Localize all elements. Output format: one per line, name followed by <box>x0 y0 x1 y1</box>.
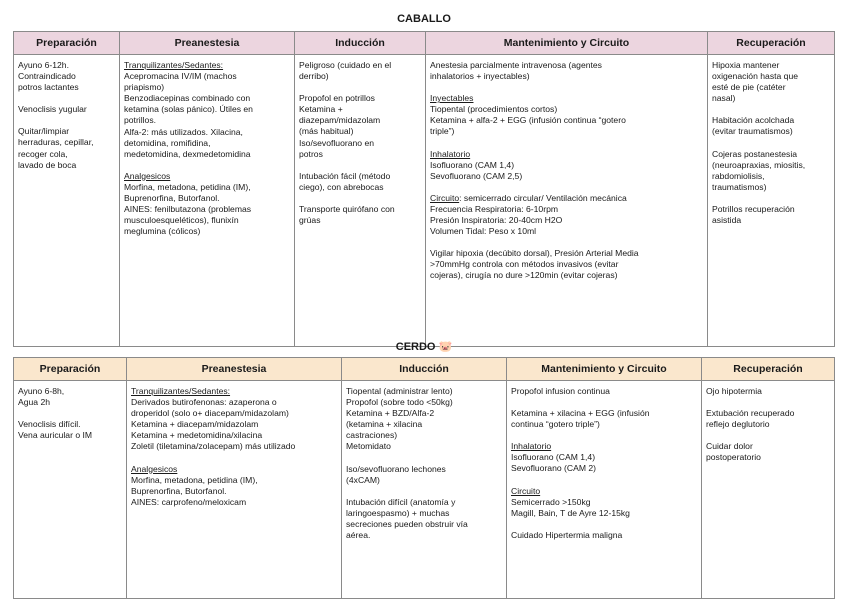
cell-line: aérea. <box>346 530 371 541</box>
cell-line: Iso/sevofluorano lechones <box>346 463 446 474</box>
cell-line: Semicerrado >150kg <box>511 496 591 507</box>
cell-line: secreciones pueden obstruir vía <box>346 518 468 529</box>
cell-line: Habitación acolchada <box>712 115 795 126</box>
cell-line: Buprenorfina, Butorfanol. <box>124 193 220 204</box>
cell-line: castraciones) <box>346 430 398 441</box>
cell-line: Tranquilizantes/Sedantes: <box>124 60 224 70</box>
cell-line: medetomidina, dexmedetomidina <box>124 148 251 159</box>
col-header-induccion: Inducción <box>342 358 507 381</box>
cell-preparacion <box>14 381 127 599</box>
cell-mantenimiento <box>426 55 708 347</box>
cell-line: potros <box>299 148 323 159</box>
cell-line: reflejo deglutorio <box>706 419 770 430</box>
cell-line: inhalatorios + inyectables) <box>430 71 530 82</box>
cell-line: Volumen Tidal: Peso x 10ml <box>430 226 537 237</box>
cell-line: Transporte quirófano con <box>299 203 395 214</box>
cell-line: (ketamina + xilacina <box>346 419 423 430</box>
cell-line: priapismo) <box>124 82 165 93</box>
cell-line: Anestesia parcialmente intravenosa (agentes <box>430 60 602 70</box>
cell-line: Alfa-2: más utilizados. Xilacina, <box>124 126 243 137</box>
cell-line: Morfina, metadona, petidina (IM), <box>124 181 251 192</box>
cell-line: asistida <box>712 215 742 226</box>
cell-line: triple”) <box>430 126 455 137</box>
section-title-caballo: CABALLO <box>397 13 451 25</box>
cell-line: Isofluorano (CAM 1,4) <box>430 159 515 170</box>
cell-line: Buprenorfina, Butorfanol. <box>131 485 227 496</box>
cell-line: droperidol (solo o+ diacepam/midazolam) <box>131 408 289 419</box>
cell-line: Venoclisis difícil. <box>18 419 81 430</box>
cell-line: musculoesqueléticos), flunixín <box>124 215 239 226</box>
cell-preanestesia <box>127 381 342 599</box>
cell-line: Cojeras postanestesia <box>712 148 798 159</box>
cell-line: Metomidato <box>346 441 391 452</box>
cell-line: derribo) <box>299 71 329 82</box>
cell-line: AINES: fenilbutazona (problemas <box>124 204 252 215</box>
col-header-mantenimiento: Mantenimiento y Circuito <box>507 358 702 381</box>
cell-line: Sevofluorano (CAM 2,5) <box>430 170 523 181</box>
cell-line: Intubación fácil (método <box>299 170 391 181</box>
cell-line: Vigilar hipoxia (decúbito dorsal), Presión Arterial Media <box>430 248 639 259</box>
cell-line: laringoespasmo) + muchas <box>346 507 450 518</box>
col-header-mantenimiento: Mantenimiento y Circuito <box>426 32 708 55</box>
cell-line: Inhalatorio <box>511 441 552 452</box>
cell-line: Benzodiacepinas combinado con <box>124 93 251 104</box>
cell-line: Inhalatorio <box>430 148 471 159</box>
cell-line: Ketamina + xilacina + EGG (infusión <box>511 408 650 419</box>
cell-line: Ojo hipotermia <box>706 386 762 396</box>
cell-line: nasal) <box>712 93 736 104</box>
cell-line: recoger cola, <box>18 148 68 159</box>
cell-line: Ketamina + medetomidina/xilacina <box>131 430 263 441</box>
col-header-preanestesia: Preanestesia <box>120 32 295 55</box>
cell-line: potros lactantes <box>18 82 79 93</box>
cell-line: Presión Inspiratoria: 20-40cm H2O <box>430 215 563 226</box>
cell-line: Quitar/limpiar <box>18 126 70 137</box>
cell-line: Venoclisis yugular <box>18 104 87 115</box>
cell-line: Circuito <box>511 485 541 496</box>
cell-line: Ayuno 6-8h, <box>18 386 65 396</box>
cell-line: Frecuencia Respiratoria: 6-10rpm <box>430 203 559 214</box>
cell-line: Hipoxia mantener <box>712 60 780 70</box>
cell-line: detomidina, romifidina, <box>124 137 211 148</box>
cell-line: Ketamina + <box>299 104 343 115</box>
caballo-table <box>13 31 835 347</box>
cell-line: Ayuno 6-12h. <box>18 60 69 70</box>
cell-line: Ketamina + diacepam/midazolam <box>131 419 259 430</box>
cell-line: Derivados butirofenonas: azaperona o <box>131 397 277 408</box>
cerdo-body-row <box>14 381 835 599</box>
cell-line: traumatismos) <box>712 181 767 192</box>
col-header-preparacion: Preparación <box>14 358 127 381</box>
pig-icon: 🐷 <box>438 341 453 353</box>
cell-line: Potrillos recuperación <box>712 203 795 214</box>
cell-mantenimiento <box>507 381 702 599</box>
cell-line: Circuito: semicerrado circular/ Ventilación mecánica <box>430 192 627 203</box>
cell-line: Inyectables <box>430 93 474 104</box>
cell-line: postoperatorio <box>706 452 761 463</box>
cell-line: Peligroso (cuidado en el <box>299 60 392 70</box>
caballo-body-row <box>14 55 835 347</box>
cell-line: ciego), con abrebocas <box>299 181 384 192</box>
cell-line: AINES: carprofeno/meloxicam <box>131 496 247 507</box>
col-header-preparacion: Preparación <box>14 32 120 55</box>
cell-line: grúas <box>299 215 321 226</box>
cell-line: Analgesicos <box>124 170 171 181</box>
cell-line: Ketamina + BZD/Alfa-2 <box>346 408 435 419</box>
cell-line: lavado de boca <box>18 159 77 170</box>
cell-line: Isofluorano (CAM 1,4) <box>511 452 596 463</box>
cerdo-table <box>13 357 835 599</box>
cell-line: Analgesicos <box>131 463 178 474</box>
cell-line: (4xCAM) <box>346 474 380 485</box>
cell-recuperacion <box>708 55 835 347</box>
col-header-recuperacion: Recuperación <box>708 32 835 55</box>
cell-line: Agua 2h <box>18 397 51 408</box>
cell-line: esté de pie (catéter <box>712 82 786 93</box>
caballo-header-row <box>14 32 835 55</box>
cell-line: >70mmHg controla con métodos invasivos (evitar <box>430 259 619 270</box>
cell-line: Morfina, metadona, petidina (IM), <box>131 474 258 485</box>
cell-line: Iso/sevofluorano en <box>299 137 375 148</box>
cell-line: Tranquilizantes/Sedantes: <box>131 386 231 396</box>
col-header-preanestesia: Preanestesia <box>127 358 342 381</box>
cell-line: Propofol (sobre todo <50kg) <box>346 397 453 408</box>
cell-line: (más habitual) <box>299 126 354 137</box>
cell-line: Cuidar dolor <box>706 441 753 452</box>
cell-line: Tiopental (procedimientos cortos) <box>430 104 558 115</box>
cell-line: Vena auricular o IM <box>18 430 93 441</box>
cell-line: Intubación difícil (anatomía y <box>346 496 456 507</box>
cell-line: Acepromacina IV/IM (machos <box>124 71 237 82</box>
cell-line: (neuroapraxias, miositis, <box>712 159 806 170</box>
cell-line: rabdomiolisis, <box>712 170 765 181</box>
cell-line: Magill, Bain, T de Ayre 12-15kg <box>511 507 630 518</box>
cell-preparacion <box>14 55 120 347</box>
col-header-recuperacion: Recuperación <box>702 358 835 381</box>
cell-line: Ketamina + alfa-2 + EGG (infusión continua “gotero <box>430 115 626 126</box>
cell-induccion <box>342 381 507 599</box>
cell-line: oxigenación hasta que <box>712 71 799 82</box>
section-title-cerdo: CERDO 🐷 <box>395 341 453 353</box>
cell-line: Tiopental (administrar lento) <box>346 386 453 396</box>
cell-recuperacion <box>702 381 835 599</box>
cell-line: Zoletil (tiletamina/zolacepam) más utilizado <box>131 441 296 452</box>
cell-line: potrillos. <box>124 115 156 126</box>
col-header-induccion: Inducción <box>295 32 426 55</box>
cell-preanestesia <box>120 55 295 347</box>
cell-line: diazepam/midazolam <box>299 115 381 126</box>
cell-line: (evitar traumatismos) <box>712 126 793 137</box>
cell-line: Extubación recuperado <box>706 408 795 419</box>
cell-line: Propofol en potrillos <box>299 93 375 104</box>
cell-line: Sevofluorano (CAM 2) <box>511 463 597 474</box>
cell-line: continua “gotero triple”) <box>511 419 600 430</box>
cell-induccion <box>295 55 426 347</box>
cell-line: ketamina (solas pánico). Útiles en <box>124 104 253 115</box>
cell-line: meglumina (cólicos) <box>124 226 201 237</box>
cell-line: Cuidado Hipertermia maligna <box>511 529 623 540</box>
cell-line: herraduras, cepillar, <box>18 137 94 148</box>
cell-line: cojeras), cirugía no dure >120min (evitar cojeras) <box>430 270 618 281</box>
cell-line: Propofol infusion continua <box>511 386 610 396</box>
cell-line: Contraindicado <box>18 71 76 82</box>
cerdo-header-row <box>14 358 835 381</box>
